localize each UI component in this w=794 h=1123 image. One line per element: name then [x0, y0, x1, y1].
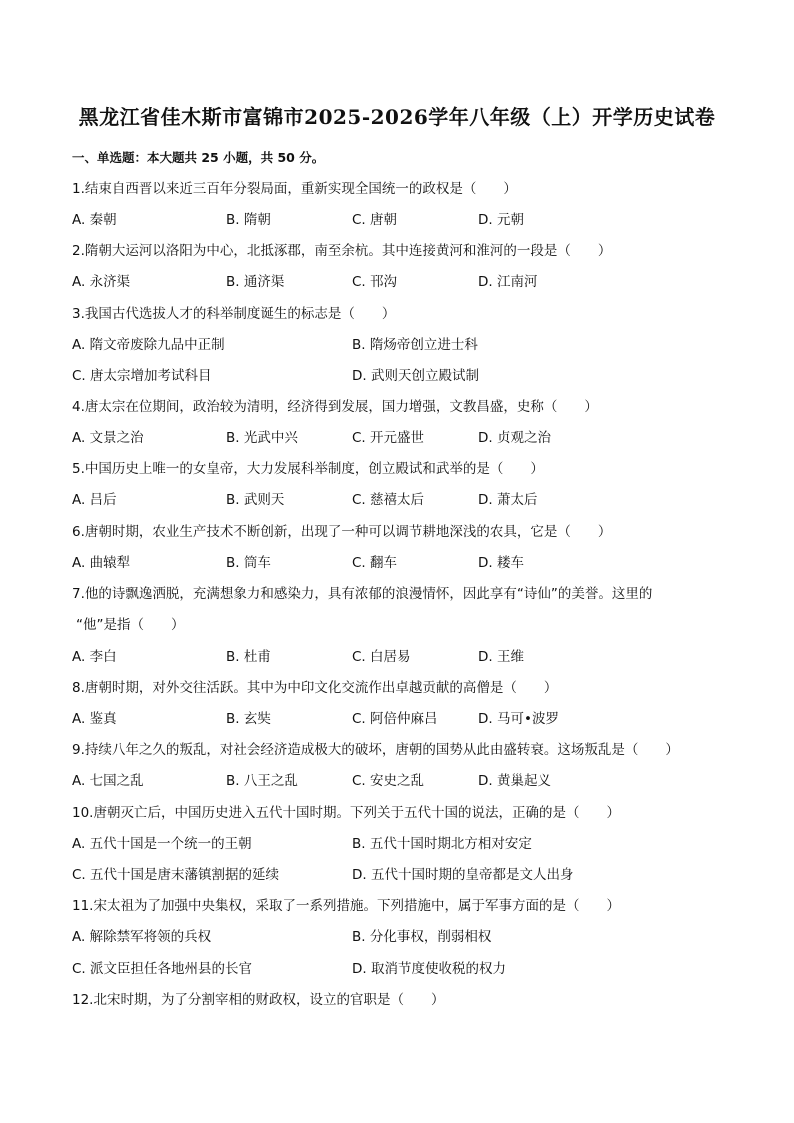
question-7-option-d: D. 王维: [478, 649, 524, 665]
section-heading: 一、单选题：本大题共 25 小题，共 50 分。: [72, 150, 325, 165]
question-5-option-a: A. 吕后: [72, 492, 117, 508]
question-7-option-c: C. 白居易: [352, 649, 411, 665]
question-6-option-b: B. 筒车: [226, 555, 271, 571]
question-6-stem: 6.唐朝时期，农业生产技术不断创新，出现了一种可以调节耕地深浅的农具，它是（ ）: [72, 524, 612, 540]
question-3-option-c: C. 唐太宗增加考试科目: [72, 368, 212, 384]
question-3-stem: 3.我国古代选拔人才的科举制度诞生的标志是（ ）: [72, 306, 396, 322]
question-4-option-d: D. 贞观之治: [478, 430, 551, 446]
question-8-option-a: A. 鉴真: [72, 711, 117, 727]
question-8-option-b: B. 玄奘: [226, 711, 271, 727]
question-11-stem: 11.宋太祖为了加强中央集权，采取了一系列措施。下列措施中，属于军事方面的是（ ）: [72, 898, 620, 914]
question-11-option-a: A. 解除禁军将领的兵权: [72, 929, 212, 945]
question-9-option-d: D. 黄巢起义: [478, 773, 551, 789]
question-1-option-b: B. 隋朝: [226, 212, 271, 228]
question-1-stem: 1.结束自西晋以来近三百年分裂局面，重新实现全国统一的政权是（ ）: [72, 181, 517, 197]
question-6-option-a: A. 曲辕犁: [72, 555, 131, 571]
question-11-option-b: B. 分化事权，削弱相权: [352, 929, 492, 945]
question-8-stem: 8.唐朝时期，对外交往活跃。其中为中印文化交流作出卓越贡献的高僧是（ ）: [72, 680, 558, 696]
question-11-option-c: C. 派文臣担任各地州县的长官: [72, 961, 253, 977]
question-1-option-a: A. 秦朝: [72, 212, 117, 228]
question-10-option-c: C. 五代十国是唐末藩镇割据的延续: [72, 867, 280, 883]
question-7-option-a: A. 李白: [72, 649, 117, 665]
question-4-option-a: A. 文景之治: [72, 430, 144, 446]
question-7-stem: 7.他的诗飘逸洒脱，充满想象力和感染力，具有浓郁的浪漫情怀，因此享有“诗仙”的美誉。这里的: [72, 586, 653, 602]
question-8-option-d: D. 马可•波罗: [478, 711, 559, 727]
question-3-option-d: D. 武则天创立殿试制: [352, 368, 479, 384]
question-9-option-a: A. 七国之乱: [72, 773, 144, 789]
exam-title: 黑龙江省佳木斯市富锦市2025-2026学年八年级（上）开学历史试卷: [78, 105, 716, 129]
question-1-option-c: C. 唐朝: [352, 212, 398, 228]
question-9-option-c: C. 安史之乱: [352, 773, 425, 789]
question-10-stem: 10.唐朝灭亡后，中国历史进入五代十国时期。下列关于五代十国的说法，正确的是（ ）: [72, 805, 620, 821]
question-2-option-d: D. 江南河: [478, 274, 538, 290]
question-3-option-b: B. 隋炀帝创立进士科: [352, 337, 478, 353]
question-9-stem: 9.持续八年之久的叛乱，对社会经济造成极大的破坏，唐朝的国势从此由盛转衰。这场叛乱是（ ）: [72, 742, 679, 758]
question-3-option-a: A. 隋文帝废除九品中正制: [72, 337, 225, 353]
question-10-option-b: B. 五代十国时期北方相对安定: [352, 836, 532, 852]
question-5-option-d: D. 萧太后: [478, 492, 538, 508]
question-8-option-c: C. 阿倍仲麻吕: [352, 711, 438, 727]
question-2-option-c: C. 邗沟: [352, 274, 398, 290]
question-12-stem: 12.北宋时期，为了分割宰相的财政权，设立的官职是（ ）: [72, 992, 445, 1008]
question-7-stem-continued: “他”是指（ ）: [76, 617, 185, 633]
question-1-option-d: D. 元朝: [478, 212, 524, 228]
question-4-option-b: B. 光武中兴: [226, 430, 298, 446]
question-11-option-d: D. 取消节度使收税的权力: [352, 961, 506, 977]
question-10-option-d: D. 五代十国时期的皇帝都是文人出身: [352, 867, 574, 883]
question-2-option-a: A. 永济渠: [72, 274, 131, 290]
question-5-option-c: C. 慈禧太后: [352, 492, 425, 508]
question-6-option-d: D. 耧车: [478, 555, 524, 571]
question-4-option-c: C. 开元盛世: [352, 430, 425, 446]
question-2-option-b: B. 通济渠: [226, 274, 285, 290]
question-6-option-c: C. 翻车: [352, 555, 398, 571]
question-9-option-b: B. 八王之乱: [226, 773, 298, 789]
question-2-stem: 2.隋朝大运河以洛阳为中心，北抵涿郡，南至余杭。其中连接黄河和淮河的一段是（ ）: [72, 243, 612, 259]
question-10-option-a: A. 五代十国是一个统一的王朝: [72, 836, 252, 852]
question-5-stem: 5.中国历史上唯一的女皇帝，大力发展科举制度，创立殿试和武举的是（ ）: [72, 461, 544, 477]
question-4-stem: 4.唐太宗在位期间，政治较为清明，经济得到发展，国力增强，文教昌盛，史称（ ）: [72, 399, 598, 415]
question-5-option-b: B. 武则天: [226, 492, 285, 508]
question-7-option-b: B. 杜甫: [226, 649, 271, 665]
